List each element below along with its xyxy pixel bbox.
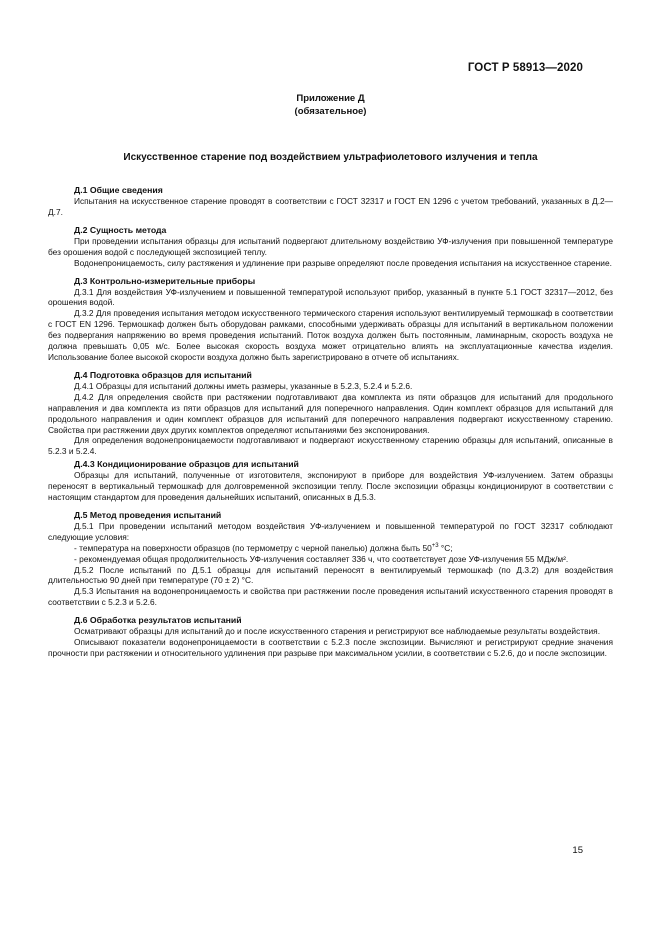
section-heading-d2: Д.2 Сущность метода [74,224,167,235]
paragraph: Д.5.3 Испытания на водонепроницаемость и свойства при растяжении после проведения испытаний искусственного старения проводят в соответствии с 5.2.3 и 5.2.6. [48,586,613,608]
section-heading-d5: Д.5 Метод проведения испытаний [74,509,222,520]
standard-designation: ГОСТ Р 58913—2020 [467,62,583,74]
list-item [48,543,613,554]
paragraph: Д.3.1 Для воздействия УФ-излучением и повышенной температурой используют прибор, указанный в пункте 5.1 ГОСТ 32317—2012, без орошения водой. [48,286,613,308]
section-heading-d3: Д.3 Контрольно-измерительные приборы [74,275,256,286]
section-heading-d4: Д.4 Подготовка образцов для испытаний [74,369,252,380]
paragraph: Осматривают образцы для испытаний до и после искусственного старения и регистрируют все наблюдаемые результаты воздействия. [74,626,601,637]
subsection-heading-d4-3: Д.4.3 Кондиционирование образцов для испытаний [74,459,299,470]
section-heading-d6: Д.6 Обработка результатов испытаний [74,615,242,626]
section-heading-d1: Д.1 Общие сведения [74,185,163,195]
appendix-title: Приложение Д [296,93,365,104]
list-item: - рекомендуемая общая продолжительность УФ-излучения составляет 336 ч, что соответствует дозе УФ-излучения 55 МДж/м². [74,553,569,564]
paragraph: Испытания на искусственное старение проводят в соответствии с ГОСТ 32317 и ГОСТ EN 1296 с учетом требований, указанных в Д.2—Д.7. [48,196,613,217]
paragraph: Для определения водонепроницаемости подготавливают и подвергают искусственному старению образцы для испытаний, описанные в 5.2.3 и 5.2.4. [48,435,613,457]
paragraph: Д.5.2 После испытаний по Д.5.1 образцы для испытаний переносят в вентилируемый термошкаф (по Д.3.2) для воздействия длительностью 90 дней при температуре (70 ± 2) °С. [48,564,613,586]
paragraph: При проведении испытания образцы для испытаний подвергают длительному воздействию УФ-излучения при повышенной температуре без орошения водой с последующей экспозицией теплу. [48,235,613,257]
page-number: 15 [572,845,583,856]
paragraph: Д.5.1 При проведении испытаний методом воздействия УФ-излучением и повышенной температурой по ГОСТ 32317 соблюдают следующие условия: [48,520,613,542]
paragraph: Водонепроницаемость, силу растяжения и удлинение при разрыве определяют после проведения испытания на искусственное старение. [74,257,612,268]
paragraph: Д.4.2 Для определения свойств при растяжении подготавливают два комплекта из пяти образцов для испытаний для продольного направления и два комплекта из пяти образцов для испытаний для поперечного направления. Один комплект образцов для испытаний для продольного направления и один комплект образцов для испытаний для поперечного направления подвергают искусственному старению. Свойства при растяжении двух других комплектов определяют испытаниями без экспонирования. [48,391,613,435]
list-item-unit: °С; [438,542,453,553]
list-item-text: - температура на поверхности образцов (по термометру с черной панелью) должна быть 50 [74,542,432,553]
paragraph: Д.4.1 Образцы для испытаний должны иметь размеры, указанные в 5.2.3, 5.2.4 и 5.2.6. [74,380,413,391]
tolerance-superscript: +3 [431,542,439,549]
document-title: Искусственное старение под воздействием ультрафиолетового излучения и тепла [123,152,538,163]
paragraph: Описывают показатели водонепроницаемости в соответствии с 5.2.3 после экспозиции. Вычисляют и регистрируют средние значения прочности при растяжении и относительного удлинения при разрыве при максимальном усилии, в соответствии с 5.2.6, до и после экспозиции. [48,637,613,658]
paragraph: Образцы для испытаний, полученные от изготовителя, экспонируют в приборе для воздействия УФ-излучением. Затем образцы переносят в вертикальный термошкаф для долговременной экспозиции теплу. После экспозиции образцы кондиционируют в соответствии с настоящим стандартом для проведения дальнейших испытаний, описанных в Д.5.3. [48,470,613,503]
paragraph: Д.3.2 Для проведения испытания методом искусственного термического старения используют вентилируемый термошкаф в соответствии с ГОСТ EN 1296. Термошкаф должен быть оборудован рамками, способными удерживать образцы для испытаний в вертикальном положении без подвергания напряжению во время проведения испытаний. Поток воздуха должен быть постоянным, ламинарным, скорость воздуха не должна превышать 0,05 м/с. Более высокая скорость воздуха может отрицательно влиять на эксплуатационные качества изделия. Использование более высокой скорости воздуха должно быть зарегистрировано в отчете об испытаниях. [48,308,613,362]
appendix-heading [0,92,661,118]
document-body [48,184,613,659]
appendix-status: (обязательное) [294,106,367,117]
